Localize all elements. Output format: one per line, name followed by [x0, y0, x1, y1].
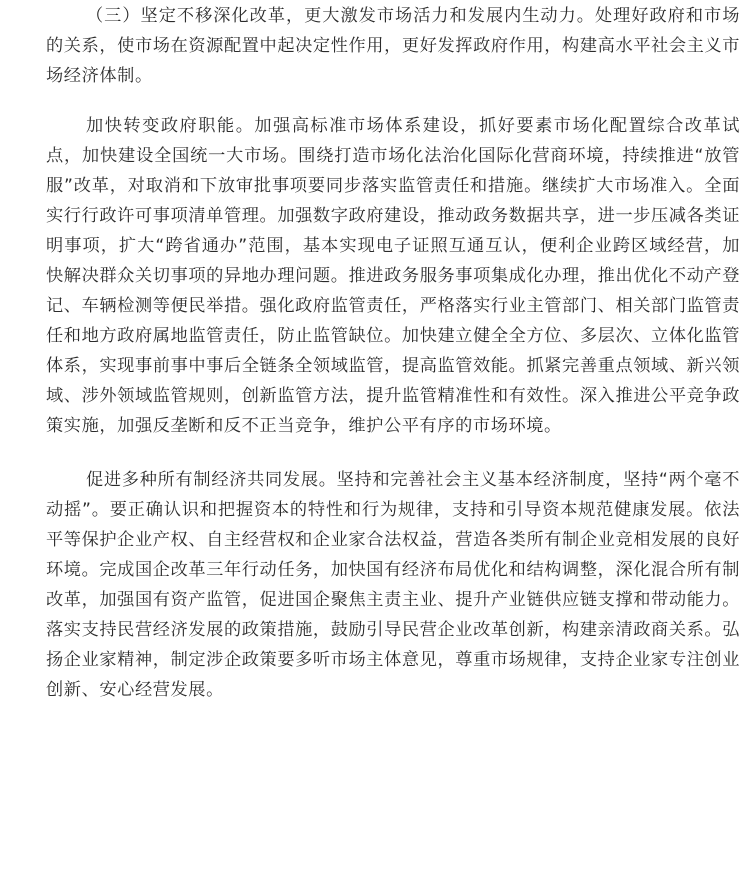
paragraph-reform-intro: （三）坚定不移深化改革，更大激发市场活力和发展内生动力。处理好政府和市场的关系，使市场在资源配置中起决定性作用，更好发挥政府作用，构建高水平社会主义市场经济体制。: [46, 6, 740, 86]
paragraph-ownership-economy: 促进多种所有制经济共同发展。坚持和完善社会主义基本经济制度，坚持“两个毫不动摇”。要正确认识和把握资本的特性和行为规律，支持和引导资本规范健康发展。依法平等保护企业产权、自主经营权和企业家合法权益，营造各类所有制企业竞相发展的良好环境。完成国企改革三年行动任务，加快国有经济布局优化和结构调整，深化混合所有制改革，加强国有资产监管，促进国企聚焦主责主业、提升产业链供应链支撑和带动能力。落实支持民营经济发展的政策措施，鼓励引导民营企业改革创新，构建亲清政商关系。弘扬企业家精神，制定涉企政策要多听市场主体意见，尊重市场规律，支持企业家专注创业创新、安心经营发展。: [46, 470, 740, 700]
paragraph-government-functions: 加快转变政府职能。加强高标准市场体系建设，抓好要素市场化配置综合改革试点，加快建设全国统一大市场。围绕打造市场化法治化国际化营商环境，持续推进“放管服”改革，对取消和下放审批事项要同步落实监管责任和措施。继续扩大市场准入。全面实行行政许可事项清单管理。加强数字政府建设，推动政务数据共享，进一步压减各类证明事项，扩大“跨省通办”范围，基本实现电子证照互通互认，便利企业跨区域经营，加快解决群众关切事项的异地办理问题。推进政务服务事项集成化办理，推出优化不动产登记、车辆检测等便民举措。强化政府监管责任，严格落实行业主管部门、相关部门监管责任和地方政府属地监管责任，防止监管缺位。加快建立健全全方位、多层次、立体化监管体系，实现事前事中事后全链条全领域监管，提高监管效能。抓紧完善重点领域、新兴领域、涉外领域监管规则，创新监管方法，提升监管精准性和有效性。深入推进公平竞争政策实施，加强反垄断和反不正当竞争，维护公平有序的市场环境。: [46, 116, 740, 436]
